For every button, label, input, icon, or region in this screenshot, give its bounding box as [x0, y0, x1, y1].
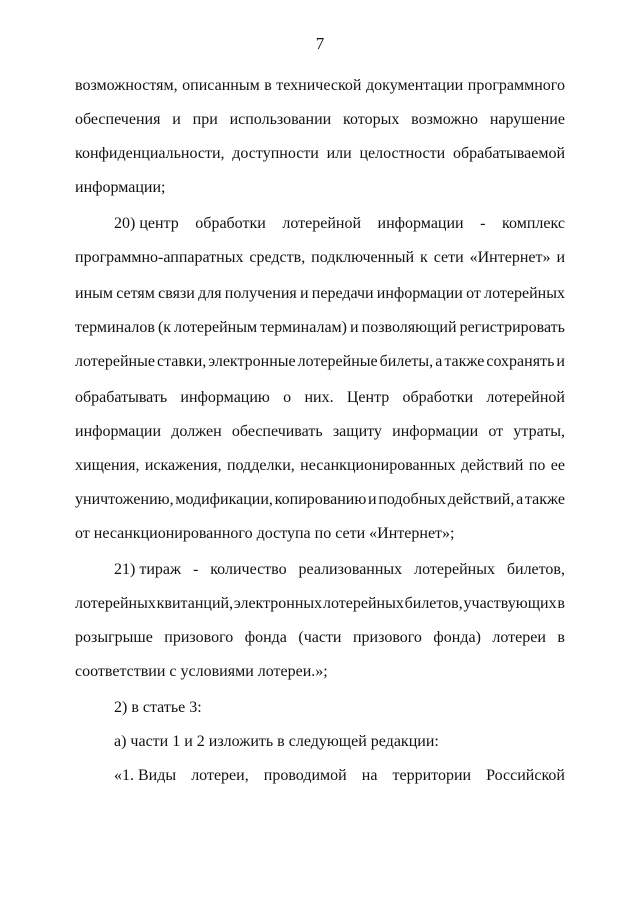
word: уничтожению, — [75, 491, 174, 508]
text-line: от несанкционированного доступа по сети «Интернет»; — [75, 525, 455, 542]
word: хищения, — [75, 457, 140, 474]
word: копированию — [274, 491, 367, 508]
text-line — [75, 248, 565, 268]
word: подделки, — [226, 457, 295, 474]
word: программного — [467, 77, 565, 94]
word: целостности — [359, 145, 446, 162]
word: электронных — [233, 595, 323, 612]
word: в — [557, 629, 565, 646]
word: лотерейной — [282, 215, 361, 232]
word: регистрировать — [459, 319, 565, 336]
text-line — [75, 76, 565, 96]
word: документации — [366, 77, 464, 94]
word: и — [172, 111, 181, 128]
word: подключенный — [311, 249, 415, 266]
word: и — [556, 249, 565, 266]
word: призового — [352, 629, 422, 646]
word: к — [420, 249, 428, 266]
word: обрабатываемой — [452, 145, 565, 162]
word: а — [516, 491, 524, 508]
word: получения — [224, 285, 297, 302]
word: о — [283, 389, 292, 406]
word: - — [192, 561, 199, 578]
word: обеспечивать — [231, 423, 323, 440]
word: призового — [164, 629, 234, 646]
word: лотерейных — [322, 595, 404, 612]
word: для — [198, 285, 222, 302]
word: по — [528, 457, 546, 474]
word: на — [361, 767, 378, 784]
word: и — [368, 491, 377, 508]
word: связи — [158, 285, 195, 302]
word: фонда — [244, 629, 287, 646]
word: также — [444, 353, 485, 370]
word: Российской — [486, 767, 565, 784]
word: обработки — [402, 389, 474, 406]
word: электронные — [208, 353, 296, 370]
word: терминалов — [75, 319, 155, 336]
word: информации — [75, 423, 162, 440]
word: действий — [460, 457, 524, 474]
word: ее — [550, 457, 565, 474]
word: квитанций, — [156, 595, 234, 612]
word: модификации, — [175, 491, 273, 508]
word: лотерейные — [75, 353, 155, 370]
word: лотереи, — [191, 767, 249, 784]
word: нарушение — [489, 111, 565, 128]
text-line — [75, 388, 565, 408]
text-line — [75, 422, 565, 442]
word: в — [264, 77, 272, 94]
word: фонда) — [433, 629, 481, 646]
text-line — [75, 318, 565, 338]
word: проводимой — [263, 767, 347, 784]
word: при — [192, 111, 218, 128]
word: защиту — [332, 423, 382, 440]
word: возможно — [411, 111, 479, 128]
text-line — [114, 560, 565, 580]
word: и — [350, 319, 359, 336]
text-line — [75, 284, 565, 304]
page-number: 7 — [315, 34, 325, 53]
word: ставки, — [156, 353, 207, 370]
word: позволяющий — [361, 319, 457, 336]
word: и — [556, 353, 565, 370]
word: обеспечения — [75, 111, 161, 128]
word: территории — [392, 767, 472, 784]
text-line — [75, 110, 565, 130]
word: информации — [376, 285, 463, 302]
text-line — [75, 144, 565, 164]
word: конфиденциальности, — [75, 145, 225, 162]
word: билеты, — [379, 353, 434, 370]
word: информации — [377, 215, 464, 232]
text-line: соответствии с условиями лотереи.»; — [75, 663, 328, 680]
word: обрабатывать — [75, 389, 168, 406]
word: иным — [75, 285, 113, 302]
word: описанным — [182, 77, 260, 94]
word: передачи — [311, 285, 374, 302]
word: подобных — [378, 491, 447, 508]
word: действий, — [447, 491, 515, 508]
word: лотерейной — [486, 389, 565, 406]
word: утраты, — [513, 423, 565, 440]
word: терминалам) — [260, 319, 347, 336]
word: Центр — [346, 389, 390, 406]
word: лотерейных — [75, 595, 156, 612]
word: обработки — [195, 215, 266, 232]
word: также — [524, 491, 565, 508]
word: и — [299, 285, 309, 302]
text-line — [75, 352, 565, 372]
word: участвующих — [463, 595, 557, 612]
word: 21) тираж — [114, 561, 182, 578]
word: комплекс — [502, 215, 565, 232]
text-line — [75, 490, 565, 510]
word: «Интернет» — [469, 249, 551, 266]
word: информацию — [180, 389, 270, 406]
word: искажения, — [144, 457, 222, 474]
word: количество — [210, 561, 287, 578]
word: которых — [343, 111, 400, 128]
word: сохранять — [486, 353, 555, 370]
word: сети — [433, 249, 464, 266]
text-line — [75, 628, 565, 648]
word: программно-аппаратных — [75, 249, 244, 266]
word: должен — [171, 423, 222, 440]
word: «1. Виды — [114, 767, 177, 784]
text-line — [75, 594, 565, 614]
word: а — [435, 353, 443, 370]
word: реализованных — [298, 561, 403, 578]
word: лотерейные — [297, 353, 378, 370]
word: билетов, — [506, 561, 565, 578]
word: - — [480, 215, 486, 232]
word: от — [466, 285, 481, 302]
word: лотерейных — [414, 561, 495, 578]
text-line — [114, 214, 565, 234]
word: розыгрыше — [75, 629, 153, 646]
word: в — [557, 595, 565, 612]
word: них. — [304, 389, 334, 406]
word: лотерейным — [174, 319, 258, 336]
word: или — [326, 145, 352, 162]
word: лотереи — [492, 629, 546, 646]
word: технической — [276, 77, 362, 94]
word: (части — [298, 629, 342, 646]
word: несанкционированных — [300, 457, 456, 474]
text-line — [75, 456, 565, 476]
text-line — [114, 766, 565, 786]
word: от — [488, 423, 504, 440]
text-line: 2) в статье 3: — [114, 699, 202, 716]
word: доступности — [232, 145, 319, 162]
word: (к — [157, 319, 172, 336]
word: сетям — [116, 285, 155, 302]
text-line: информации; — [75, 179, 166, 196]
text-line: а) части 1 и 2 изложить в следующей редакции: — [114, 733, 439, 750]
word: средств, — [249, 249, 306, 266]
word: билетов, — [404, 595, 463, 612]
word: использовании — [229, 111, 332, 128]
word: 20) центр — [114, 215, 179, 232]
word: возможностям, — [75, 77, 178, 94]
word: информации — [392, 423, 479, 440]
word: лотерейных — [484, 285, 565, 302]
